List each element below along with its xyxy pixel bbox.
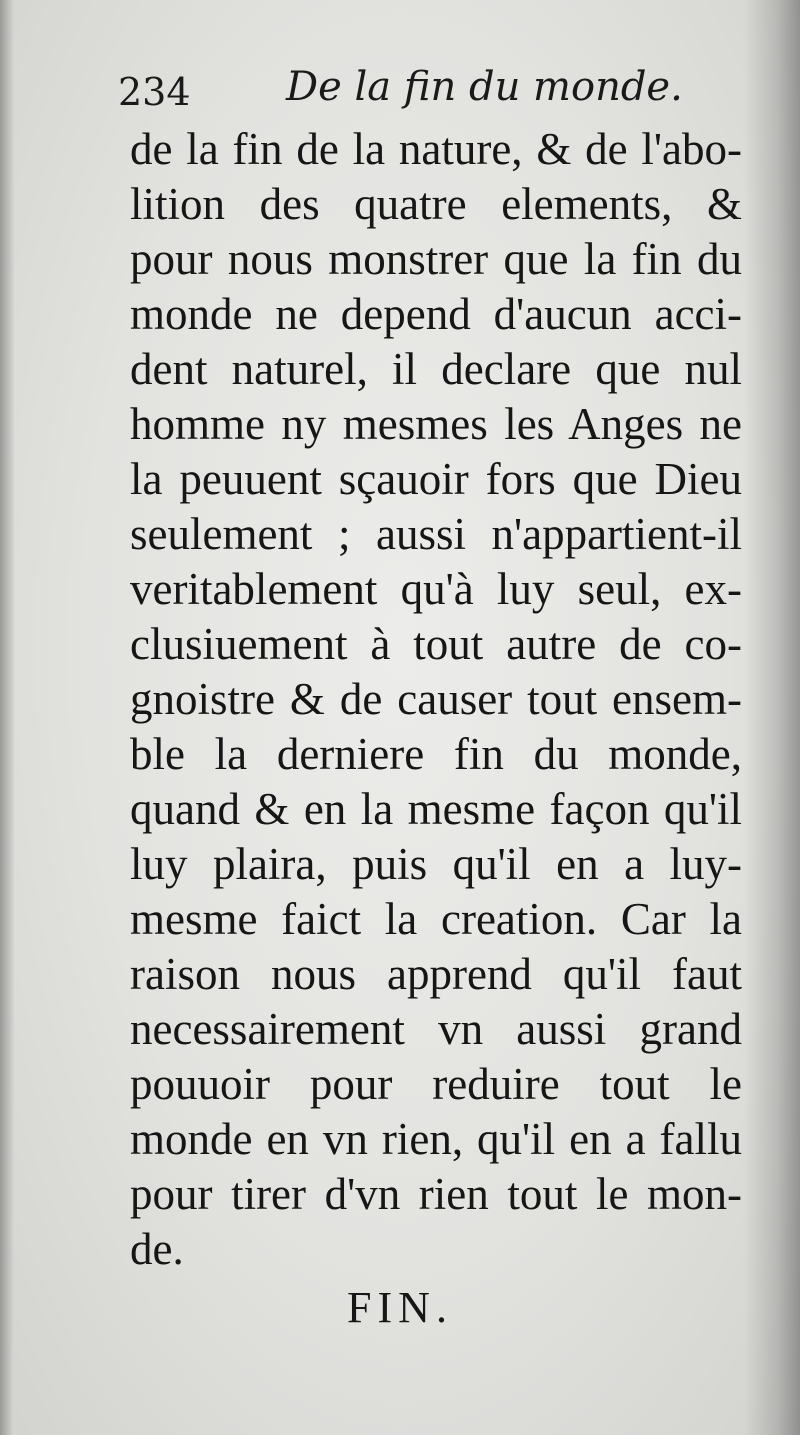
page-number: 234 [118, 70, 191, 114]
text-line: quand & en la mesme façon qu'il [130, 784, 742, 834]
text-line: de la fin de la nature, & de l'abo- [130, 124, 742, 174]
text-line: monde ne depend d'aucun acci- [130, 289, 742, 339]
text-line: clusiuement à tout autre de co- [130, 619, 742, 669]
text-line: necessairement vn aussi grand [130, 1004, 742, 1054]
finis-mark: FIN. [347, 1283, 453, 1332]
text-line-last: de. [130, 1224, 184, 1274]
body-text [130, 122, 742, 1277]
text-line: pour tirer d'vn rien tout le mon- [130, 1169, 742, 1219]
text-line: lition des quatre elements, & [130, 179, 742, 229]
text-line: seulement ; aussi n'appartient-il [130, 509, 742, 559]
text-line: luy plaira, puis qu'il en a luy- [130, 839, 742, 889]
text-line: gnoistre & de causer tout ensem- [130, 674, 742, 724]
page-header [118, 60, 738, 124]
text-line: dent naturel, il declare que nul [130, 344, 742, 394]
text-line: la peuuent sçauoir fors que Dieu [130, 454, 742, 504]
page-gutter-shadow [0, 0, 14, 1435]
running-title: De la fin du monde. [286, 64, 683, 110]
text-line: pouuoir pour reduire tout le [130, 1059, 742, 1109]
page-edge-shadow [744, 0, 800, 1435]
text-line: homme ny mesmes les Anges ne [130, 399, 742, 449]
text-line: veritablement qu'à luy seul, ex- [130, 564, 742, 614]
text-line: pour nous monstrer que la fin du [130, 234, 742, 284]
text-line: ble la derniere fin du monde, [130, 729, 742, 779]
text-line: mesme faict la creation. Car la [130, 894, 742, 944]
text-line: monde en vn rien, qu'il en a fallu [130, 1114, 742, 1164]
text-line: raison nous apprend qu'il faut [130, 949, 742, 999]
